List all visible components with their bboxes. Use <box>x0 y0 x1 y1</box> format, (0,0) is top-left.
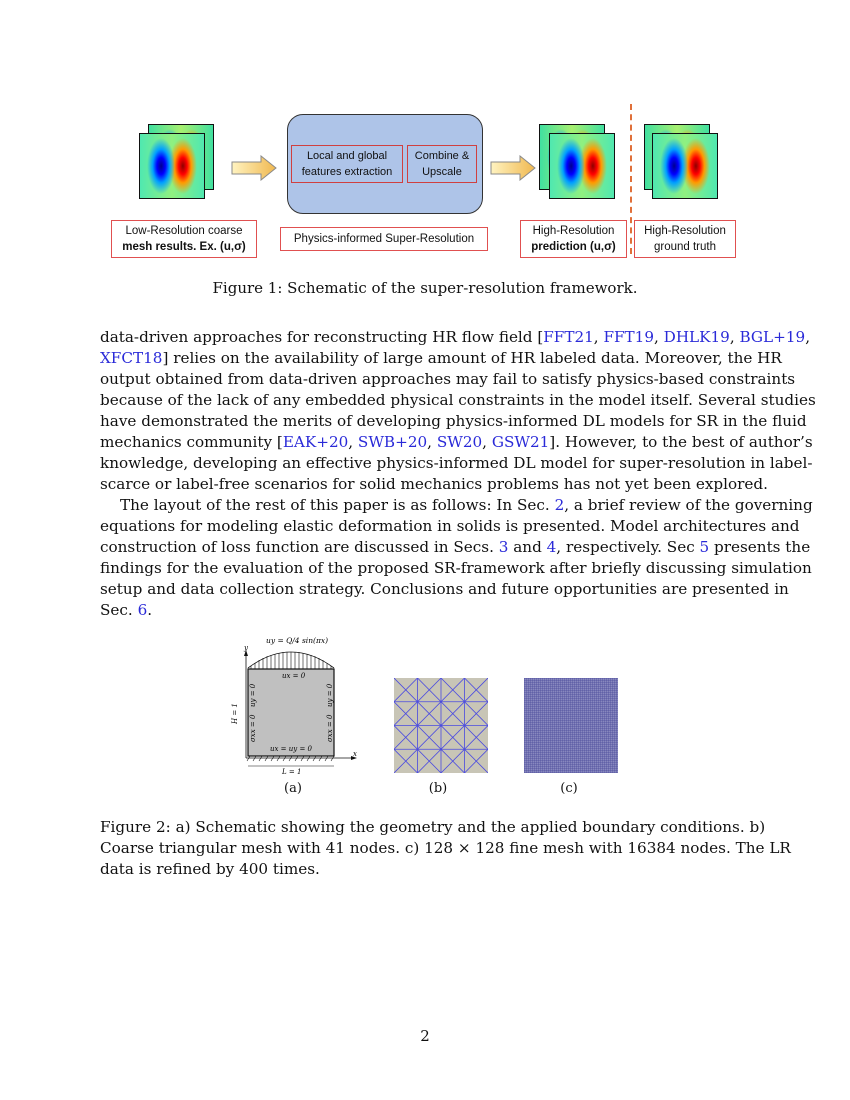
citation-link[interactable]: FFT21 <box>543 328 594 346</box>
features-box: Local and global features extraction <box>291 145 403 183</box>
svg-text:x: x <box>353 750 357 758</box>
citation-link[interactable]: FFT19 <box>603 328 654 346</box>
fine-mesh <box>524 678 618 773</box>
text-line: The layout of the rest of this paper is as follows: In Sec. 2, a brief review of the governing <box>120 496 813 514</box>
citation-link[interactable]: BGL+19 <box>739 328 806 346</box>
svg-text:L = 1: L = 1 <box>282 768 302 776</box>
geometry-schematic <box>220 630 370 780</box>
paragraph-2 <box>100 495 813 621</box>
svg-text:H = 1: H = 1 <box>231 703 239 724</box>
text-line: mechanics community [EAK+20, SWB+20, SW20, GSW21]. However, to the best of author’s <box>100 433 813 451</box>
paragraph-1 <box>100 327 816 495</box>
text-line: equations for modeling elastic deformation in solids is presented. Model architectures and <box>100 517 800 535</box>
text-line: XFCT18] relies on the availability of large amount of HR labeled data. Moreover, the HR <box>100 349 782 367</box>
citation-link[interactable]: 2 <box>554 496 565 514</box>
citation-link[interactable]: 4 <box>546 538 557 556</box>
text-line: Sec. 6. <box>100 601 153 619</box>
svg-text:σxx = 0: σxx = 0 <box>249 714 257 742</box>
citation-link[interactable]: EAK+20 <box>282 433 349 451</box>
hr-prediction-label: High-Resolution prediction (u,σ) <box>520 220 627 258</box>
lowres-label: Low-Resolution coarse mesh results. Ex. (u,σ) <box>111 220 257 258</box>
hr-prediction-field-front <box>549 133 615 199</box>
text-line: setup and data collection strategy. Conclusions and future opportunities are presented in <box>100 580 789 598</box>
hr-groundtruth-field-front <box>652 133 718 199</box>
right-arrow-icon <box>490 155 536 181</box>
combine-box: Combine & Upscale <box>407 145 477 183</box>
svg-text:y: y <box>244 644 248 652</box>
psr-label: Physics-informed Super-Resolution <box>280 227 488 251</box>
svg-text:ux = uy = 0: ux = uy = 0 <box>270 745 313 753</box>
citation-link[interactable]: GSW21 <box>491 433 550 451</box>
text-line: output obtained from data-driven approaches may fail to satisfy physics-based constraints <box>100 370 796 388</box>
text-line: because of the lack of any embedded physical constraints in the model itself. Several studies <box>100 391 816 409</box>
figure-1-caption: Figure 1: Schematic of the super-resolution framework. <box>212 279 638 297</box>
lowres-field-front <box>139 133 205 199</box>
subfigure-b-label: (b) <box>428 781 448 796</box>
text-line: findings for the evaluation of the proposed SR-framework after briefly discussing simulation <box>100 559 812 577</box>
text-line: knowledge, developing an effective physics-informed DL model for super-resolution in label- <box>100 454 813 472</box>
citation-link[interactable]: 6 <box>137 601 148 619</box>
right-arrow-icon <box>231 155 277 181</box>
separator-line <box>630 104 632 254</box>
citation-link[interactable]: XFCT18 <box>100 349 163 367</box>
text-line: have demonstrated the merits of developing physics-informed DL models for SR in the fluid <box>100 412 807 430</box>
citation-link[interactable]: SWB+20 <box>357 433 428 451</box>
text-line: data-driven approaches for reconstructing HR flow field [FFT21, FFT19, DHLK19, BGL+19, <box>100 328 811 346</box>
text-line: scarce or label-free scenarios for solid mechanics problems has not yet been explored. <box>100 475 768 493</box>
citation-link[interactable]: 5 <box>699 538 710 556</box>
svg-text:σxx = 0: σxx = 0 <box>326 714 334 742</box>
coarse-mesh <box>394 678 488 773</box>
subfigure-c-label: (c) <box>560 781 578 796</box>
hr-groundtruth-label: High-Resolution ground truth <box>634 220 736 258</box>
svg-text:uy = 0: uy = 0 <box>249 683 257 707</box>
model-block <box>287 114 483 214</box>
citation-link[interactable]: DHLK19 <box>663 328 730 346</box>
page-number: 2 <box>420 1027 430 1045</box>
text-line: construction of loss function are discussed in Secs. 3 and 4, respectively. Sec 5 presents the <box>100 538 811 556</box>
figure-2-caption: Figure 2: a) Schematic showing the geometry and the applied boundary conditions. b) Coarse triangular mesh with 41 nodes. c) 128 × 128 fine mesh with 16384 nodes. The LR data is refined by 400 times. <box>100 818 791 878</box>
svg-text:ux = 0: ux = 0 <box>282 672 306 680</box>
subfigure-a-label: (a) <box>284 781 302 796</box>
svg-text:uy = 0: uy = 0 <box>326 683 334 707</box>
citation-link[interactable]: SW20 <box>436 433 483 451</box>
citation-link[interactable]: 3 <box>498 538 509 556</box>
top-load-label: uy = Q/4 sin(πx) <box>266 636 329 645</box>
